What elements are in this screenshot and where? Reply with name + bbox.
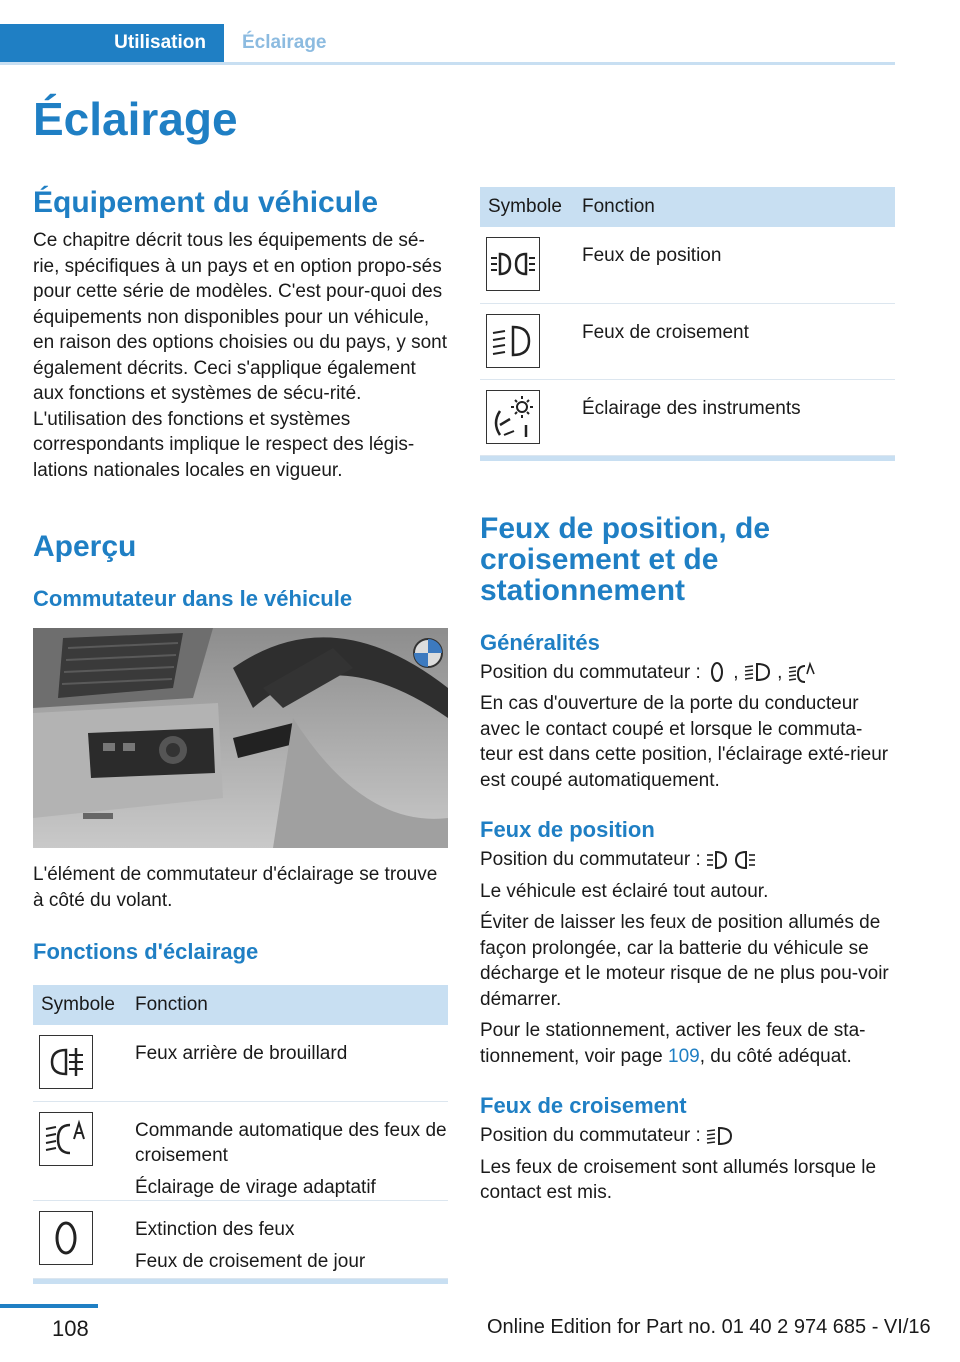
table-row: [33, 1200, 448, 1278]
low-beam-icon: [486, 314, 540, 368]
function-label: Extinction des feux: [135, 1218, 295, 1240]
zero-position-icon: [706, 661, 728, 683]
auto-headlight-icon: [39, 1112, 93, 1166]
subtitle-commutateur: Commutateur dans le véhicule: [33, 586, 353, 611]
table-row: [480, 227, 895, 303]
right-column: [480, 187, 895, 1206]
switch-label: Position du commutateur :: [480, 849, 701, 870]
table-end-bar: [480, 456, 895, 461]
separator: ,: [733, 661, 739, 683]
switch-label: Position du commutateur :: [480, 661, 701, 683]
table-row: [480, 303, 895, 379]
position-text-3a: Pour le stationnement, activer les feux de sta-tionnement, voir page: [480, 1020, 866, 1067]
table-row: [33, 1025, 448, 1101]
header-tab-bar: [0, 24, 895, 65]
function-label: Feux de position: [582, 245, 722, 266]
parking-lights-icon: [486, 237, 540, 291]
switch-label: Position du commutateur :: [480, 1125, 701, 1146]
table-header-fonction: Fonction: [135, 985, 448, 1025]
page-link-109[interactable]: 109: [668, 1045, 700, 1067]
function-label: Éclairage de virage adaptatif: [135, 1176, 376, 1198]
page-title: Éclairage: [33, 93, 238, 145]
position-text-1: Le véhicule est éclairé tout autour.: [480, 880, 769, 902]
low-beam-icon: [706, 1125, 734, 1147]
function-label: Feux arrière de brouillard: [135, 1043, 348, 1064]
position-switch-line: [480, 847, 895, 873]
tab-utilisation[interactable]: Utilisation: [0, 24, 224, 62]
equipement-paragraph: Ce chapitre décrit tous les équipements de sé-rie, spécifiques à un pays et en option propo-sés pour cette série de modèles. C'est pour-quoi des équipements non disponibles pour un véhicule, en raison des options choisies ou du pays, y sont également décrits. Ceci s'applique également aux fonctions et systèmes de sécu-rité. L'utilisation des fonctions et systèmes correspondants implique le respect des légis-lations nationales locales en vigueur.: [33, 230, 448, 481]
croisement-text: Les feux de croisement sont allumés lorsque le contact est mis.: [480, 1156, 877, 1203]
generalites-paragraph: En cas d'ouverture de la porte du conducteur avec le contact coupé et lorsque le commuta-teur est dans cette position, l'éclairage exté-rieur est coupé automatiquement.: [480, 693, 889, 791]
section-title-apercu: Aperçu: [33, 530, 137, 563]
table-end-bar: [33, 1279, 448, 1284]
table-header-symbole: Symbole: [480, 187, 582, 227]
table-header-symbole: Symbole: [33, 985, 135, 1025]
croisement-switch-line: [480, 1123, 895, 1149]
table-header-fonction: Fonction: [582, 187, 895, 227]
right-symbol-table: [480, 187, 895, 456]
position-text-3b: , du côté adéquat.: [699, 1045, 852, 1067]
position-text-3: [480, 1018, 895, 1069]
subtitle-feux-croisement: Feux de croisement: [480, 1093, 687, 1118]
position-text-2: Éviter de laisser les feux de position allumés de façon prolongée, car la batterie du véhicule se décharge et le moteur risque de ne plus pou-voir démarrer.: [480, 912, 889, 1010]
lights-off-zero-icon: [39, 1211, 93, 1265]
auto-headlight-icon: [788, 661, 816, 683]
photo-caption: L'élément de commutateur d'éclairage se trouve à côté du volant.: [33, 864, 438, 911]
subtitle-feux-position: Feux de position: [480, 817, 655, 842]
tab-eclairage[interactable]: Éclairage: [242, 32, 327, 53]
separator: ,: [777, 661, 783, 683]
instrument-lighting-icon: [486, 390, 540, 444]
section-title-feux: Feux de position, de croisement et de stationnement: [480, 511, 771, 607]
left-symbol-table: [33, 985, 448, 1279]
table-row: [480, 379, 895, 455]
subtitle-fonctions: Fonctions d'éclairage: [33, 939, 259, 964]
section-title-equipement: Équipement du véhicule: [33, 186, 379, 219]
footer-accent-line: [0, 1304, 98, 1308]
subtitle-generalites: Généralités: [480, 629, 600, 655]
footer-edition: Online Edition for Part no. 01 40 2 974 685 - VI/16: [487, 1316, 931, 1338]
page-number: 108: [52, 1316, 89, 1341]
low-beam-icon: [744, 661, 772, 683]
parking-lights-icon: [706, 849, 756, 871]
function-label: Commande automatique des feux de croisement: [135, 1119, 447, 1166]
left-column: [33, 180, 448, 1284]
function-label: Feux de croisement: [582, 321, 749, 343]
table-row: [33, 1101, 448, 1200]
rear-fog-light-icon: [39, 1035, 93, 1089]
dashboard-photo: [33, 628, 448, 848]
function-label: Éclairage des instruments: [582, 397, 801, 419]
function-label: Feux de croisement de jour: [135, 1250, 366, 1272]
generalites-switch-line: [480, 660, 895, 686]
